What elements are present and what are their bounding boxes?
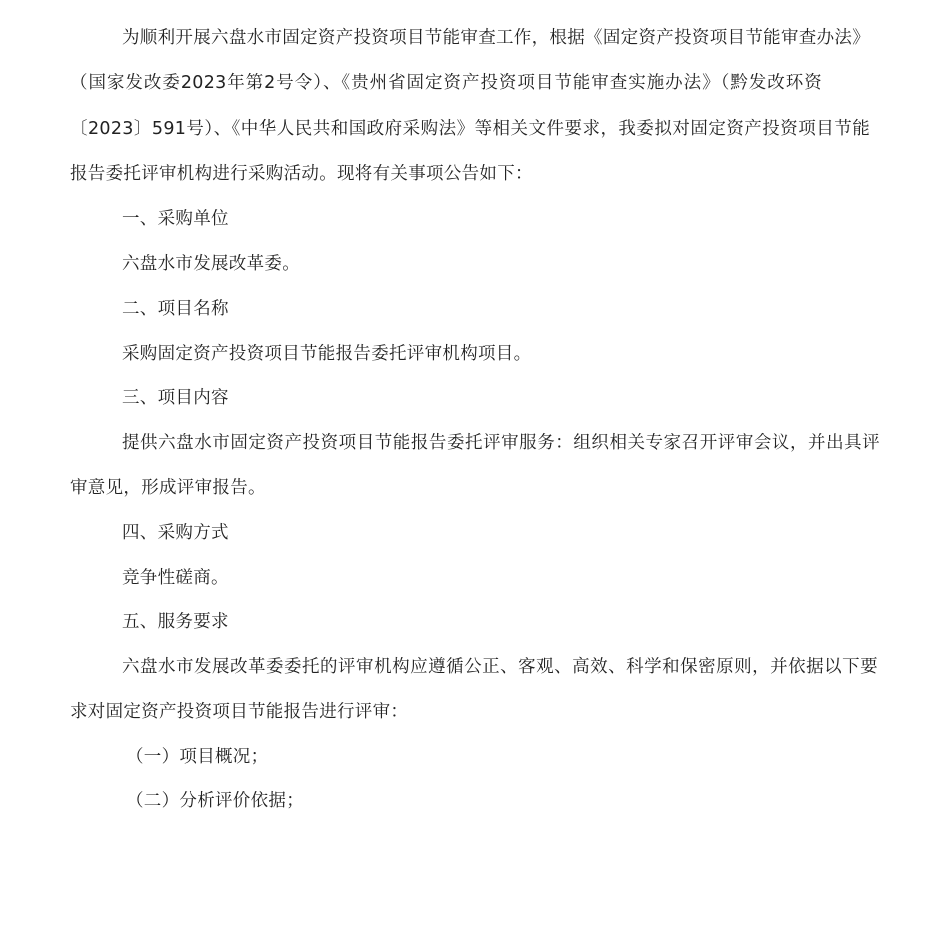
intro-paragraph-line: 〔2023〕591号）、《中华人民共和国政府采购法》等相关文件要求，我委拟对固定资产投资项目节能 — [70, 119, 870, 139]
intro-paragraph-line: 报告委托评审机构进行采购活动。现将有关事项公告如下： — [70, 164, 533, 184]
section-body-project-name: 采购固定资产投资项目节能报告委托评审机构项目。 — [122, 344, 532, 364]
section-body-service-requirements-line: 六盘水市发展改革委委托的评审机构应遵循公正、客观、高效、科学和保密原则，并依据以下要 — [122, 657, 878, 677]
section-body-project-content-line: 审意见，形成评审报告。 — [70, 478, 266, 498]
intro-paragraph-line: （国家发改委2023年第2号令）、《贵州省固定资产投资项目节能审查实施办法》（黔发改环资 — [70, 73, 822, 93]
section-heading-service-requirements: 五、服务要求 — [122, 612, 229, 632]
list-item: （二）分析评价依据； — [126, 791, 304, 811]
list-item: （一）项目概况； — [126, 747, 269, 767]
section-heading-procurement-method: 四、采购方式 — [122, 523, 229, 543]
section-heading-project-name: 二、项目名称 — [122, 299, 229, 319]
section-heading-purchasing-unit: 一、采购单位 — [122, 209, 229, 229]
section-heading-project-content: 三、项目内容 — [122, 388, 229, 408]
section-body-service-requirements-line: 求对固定资产投资项目节能报告进行评审： — [70, 702, 409, 722]
section-body-procurement-method: 竞争性磋商。 — [122, 568, 229, 588]
section-body-project-content-line: 提供六盘水市固定资产投资项目节能报告委托评审服务：组织相关专家召开评审会议，并出具评 — [122, 433, 880, 453]
intro-paragraph-line: 为顺利开展六盘水市固定资产投资项目节能审查工作，根据《固定资产投资项目节能审查办法》 — [122, 28, 870, 48]
section-body-purchasing-unit: 六盘水市发展改革委。 — [122, 254, 300, 274]
